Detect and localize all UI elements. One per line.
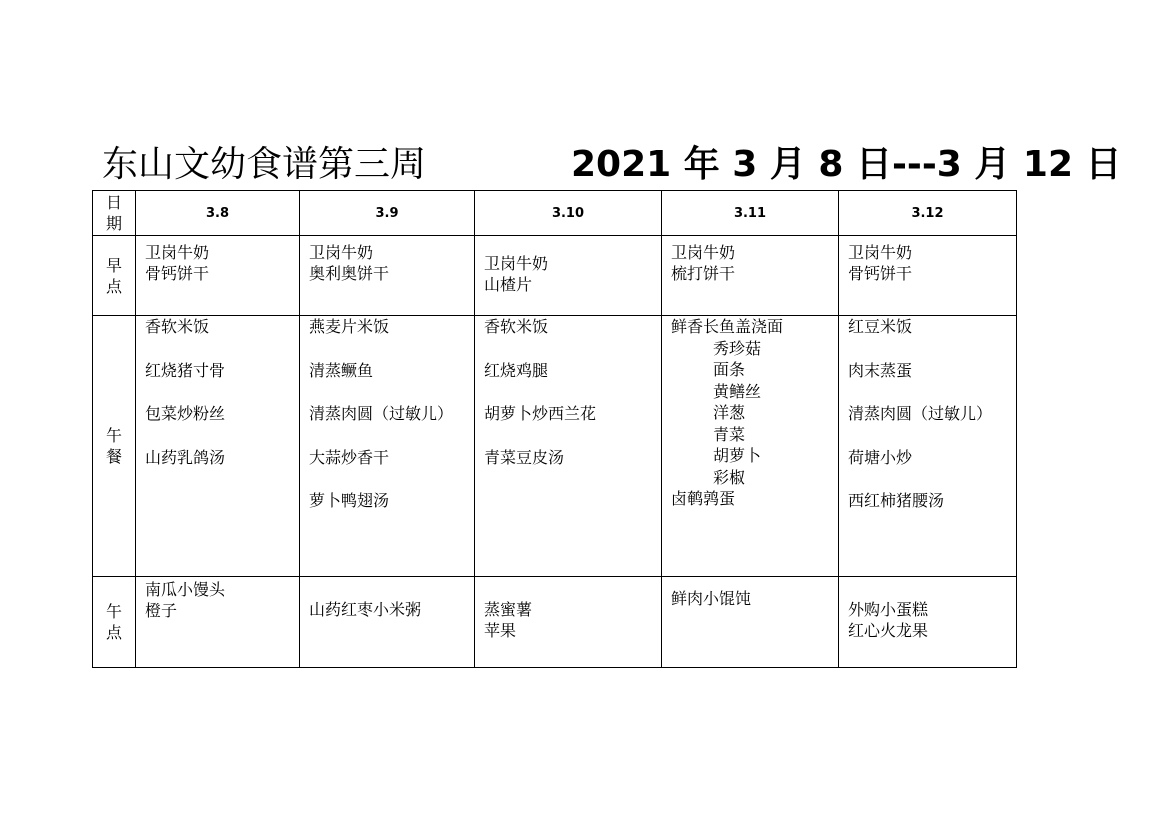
- snack-cell-3-9: [300, 577, 475, 668]
- menu-item: 骨钙饼干: [145, 264, 210, 283]
- row-label-char: 点: [105, 276, 122, 296]
- menu-item: 燕麦片米饭: [309, 317, 390, 336]
- menu-item: 包菜炒粉丝: [145, 404, 226, 423]
- breakfast-cell-3-8: [136, 236, 300, 316]
- breakfast-cell-3-11: [662, 236, 839, 316]
- row-label-char: 午: [105, 426, 122, 445]
- snack-cell-3-11: [662, 577, 839, 668]
- lunch-cell-3-10: [475, 316, 662, 577]
- menu-item: 蒸蜜薯: [484, 600, 533, 619]
- menu-item: 洋葱: [713, 403, 746, 422]
- breakfast-cell-3-9: [300, 236, 475, 316]
- menu-item: 胡萝卜: [713, 446, 762, 465]
- lunch-cell-3-11: [662, 316, 839, 577]
- row-label-char: 点: [105, 623, 122, 642]
- menu-item: 青菜: [713, 424, 746, 444]
- lunch-cell-3-8: [136, 316, 300, 577]
- menu-item: 香软米饭: [484, 317, 549, 336]
- lunch-cell-3-9: [300, 316, 475, 577]
- row-label-char: 餐: [105, 447, 122, 466]
- menu-item: 鲜肉小馄饨: [671, 589, 752, 608]
- snack-row: [93, 577, 1017, 668]
- menu-item: 红豆米饭: [848, 317, 913, 336]
- row-label-char: 日: [105, 193, 122, 212]
- breakfast-cell-3-12: [839, 236, 1017, 316]
- menu-item: 胡萝卜炒西兰花: [484, 404, 597, 423]
- date-header-3-9: 3.9: [300, 191, 475, 236]
- menu-item: 奥利奥饼干: [309, 264, 390, 283]
- header-label-cell: [93, 191, 136, 236]
- menu-item: 卤鹌鹑蛋: [671, 489, 736, 508]
- snack-cell-3-8: [136, 577, 300, 668]
- date-range: 2021 年 3 月 8 日---3 月 12 日: [571, 144, 1122, 185]
- menu-item: 山楂片: [484, 275, 533, 294]
- menu-item: 西红柿猪腰汤: [848, 491, 945, 510]
- menu-table: [92, 190, 1017, 668]
- date-header-3-8: 3.8: [136, 191, 300, 236]
- menu-item: 橙子: [145, 601, 178, 620]
- breakfast-row: [93, 236, 1017, 316]
- menu-item: 红心火龙果: [848, 621, 929, 640]
- menu-title: 东山文幼食谱第三周: [102, 144, 427, 185]
- date-header-3-12: 3.12: [839, 191, 1017, 236]
- menu-item: 苹果: [484, 621, 517, 640]
- menu-item: 面条: [713, 360, 746, 379]
- menu-item: 卫岗牛奶: [309, 243, 374, 262]
- menu-item: 秀珍菇: [713, 338, 762, 358]
- menu-item: 青菜豆皮汤: [484, 447, 565, 467]
- menu-item: 骨钙饼干: [848, 264, 913, 283]
- menu-item: 南瓜小馒头: [145, 580, 226, 599]
- menu-item: 清蒸肉圆（过敏儿）: [848, 404, 993, 423]
- menu-item: 山药红枣小米粥: [309, 600, 422, 619]
- lunch-row: [93, 316, 1017, 577]
- lunch-cell-3-12: [839, 316, 1017, 577]
- menu-item: 香软米饭: [145, 317, 210, 336]
- menu-item: 卫岗牛奶: [484, 254, 549, 273]
- menu-item: 黄鳝丝: [713, 381, 762, 401]
- snack-cell-3-12: [839, 577, 1017, 668]
- menu-item: 荷塘小炒: [848, 447, 913, 467]
- row-label-lunch: [93, 316, 136, 577]
- row-label-char: 午: [105, 602, 122, 621]
- menu-item: 外购小蛋糕: [848, 600, 929, 619]
- snack-cell-3-10: [475, 577, 662, 668]
- row-label-text: [93, 255, 135, 297]
- row-label-char: 期: [105, 214, 122, 233]
- breakfast-cell-3-10: [475, 236, 662, 316]
- menu-item: 山药乳鸽汤: [145, 447, 226, 467]
- header-label: [93, 192, 135, 234]
- date-header-3-11: 3.11: [662, 191, 839, 236]
- row-label-text: [93, 601, 135, 643]
- row-label-breakfast: [93, 236, 136, 316]
- menu-item: 肉末蒸蛋: [848, 360, 913, 380]
- header-row: [93, 191, 1017, 236]
- menu-item: 鲜香长鱼盖浇面: [671, 317, 784, 336]
- menu-item: 清蒸鳜鱼: [309, 360, 374, 380]
- menu-item: 红烧鸡腿: [484, 360, 549, 380]
- row-label-snack: [93, 577, 136, 668]
- menu-item: 彩椒: [713, 467, 746, 487]
- row-label-text: [93, 425, 135, 467]
- menu-item: 卫岗牛奶: [145, 243, 210, 262]
- row-label-char: 早: [105, 255, 122, 275]
- menu-item: 梳打饼干: [671, 264, 736, 283]
- date-header-3-10: 3.10: [475, 191, 662, 236]
- menu-item: 卫岗牛奶: [671, 243, 736, 262]
- menu-item: 萝卜鸭翅汤: [309, 491, 390, 510]
- menu-item: 红烧猪寸骨: [145, 360, 226, 380]
- menu-item: 卫岗牛奶: [848, 243, 913, 262]
- menu-item: 大蒜炒香干: [309, 447, 390, 467]
- menu-item: 清蒸肉圆（过敏儿）: [309, 404, 454, 423]
